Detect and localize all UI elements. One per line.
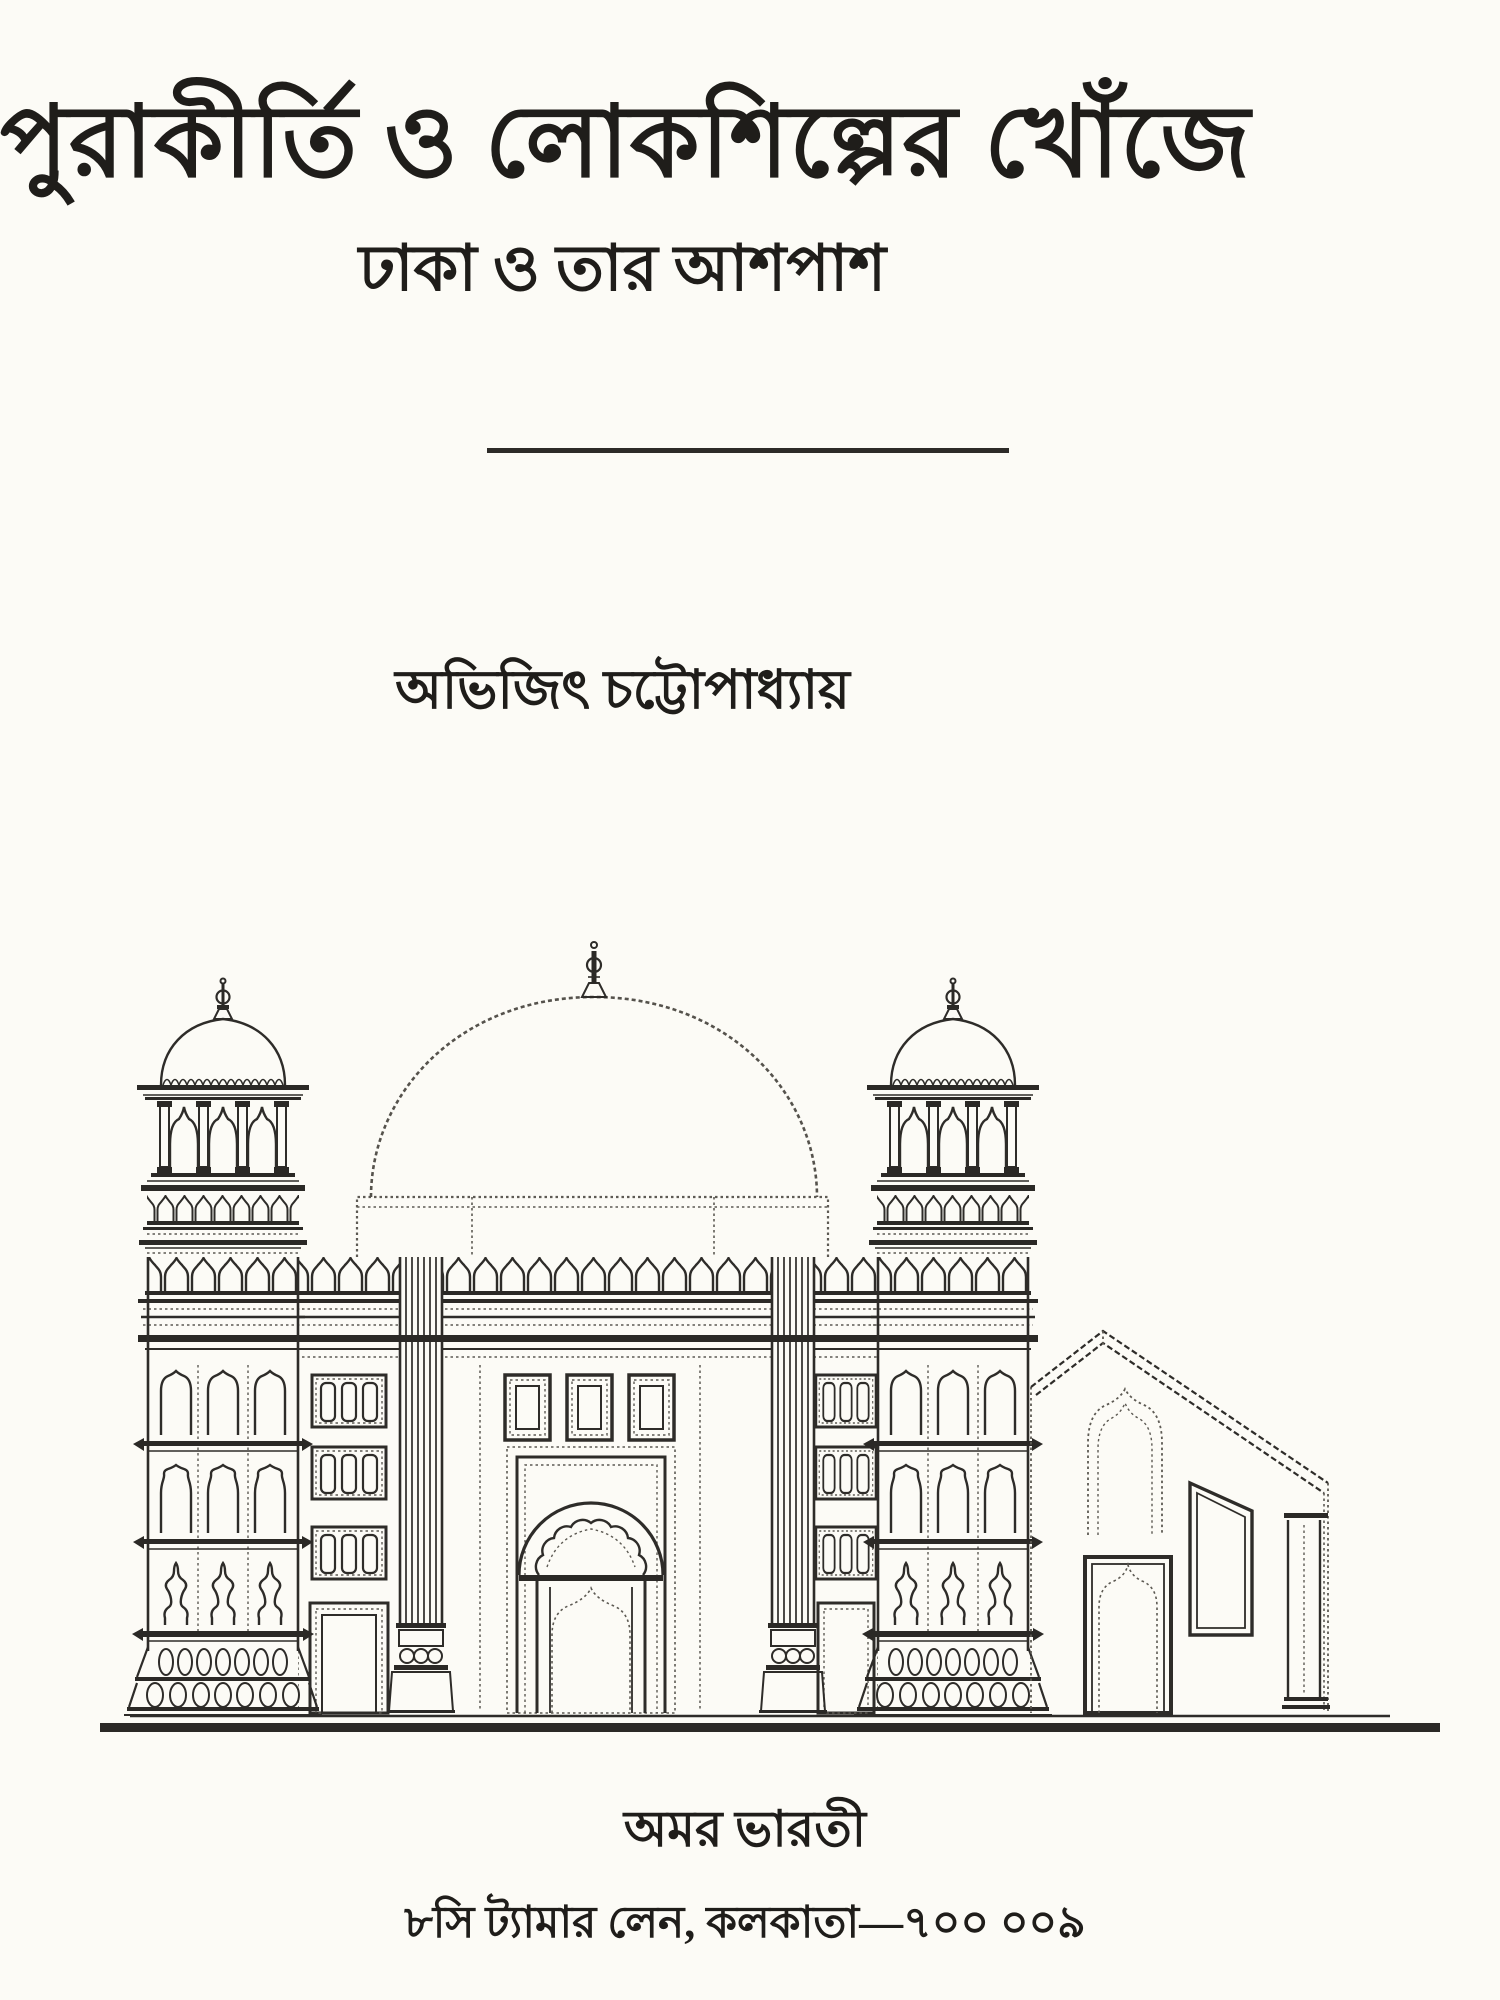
annex-corner-pilaster <box>1282 1513 1330 1709</box>
dome-drum <box>357 1197 828 1257</box>
ground-line <box>100 1716 1440 1732</box>
book-subtitle: ঢাকা ও তার আশপাশ <box>358 233 887 304</box>
title-block <box>0 87 1251 327</box>
side-annex <box>1031 1331 1330 1713</box>
mosque-illustration <box>100 935 1440 1780</box>
left-bay <box>310 1375 388 1713</box>
fluted-columns <box>387 1257 827 1713</box>
author-name: অভিজিৎ চট্টোপাধ্যায় <box>395 660 850 720</box>
left-minaret <box>124 975 322 1715</box>
publisher-name: অমর ভারতী <box>623 1801 867 1857</box>
imprint-block <box>0 1792 1490 1962</box>
author-block <box>0 648 1245 738</box>
title-divider-rule <box>487 448 1009 453</box>
central-bay-windows <box>505 1375 674 1440</box>
central-dome <box>371 942 817 1197</box>
dome-finial <box>582 942 606 997</box>
publisher-address: ৮সি ট্যামার লেন, কলকাতা—৭০০ ০০৯ <box>404 1898 1086 1947</box>
book-title: পুরাকীর্তি ও লোকশিল্পের খোঁজে <box>0 87 1251 198</box>
right-minaret <box>854 975 1052 1715</box>
entrance-portal <box>507 1447 675 1713</box>
